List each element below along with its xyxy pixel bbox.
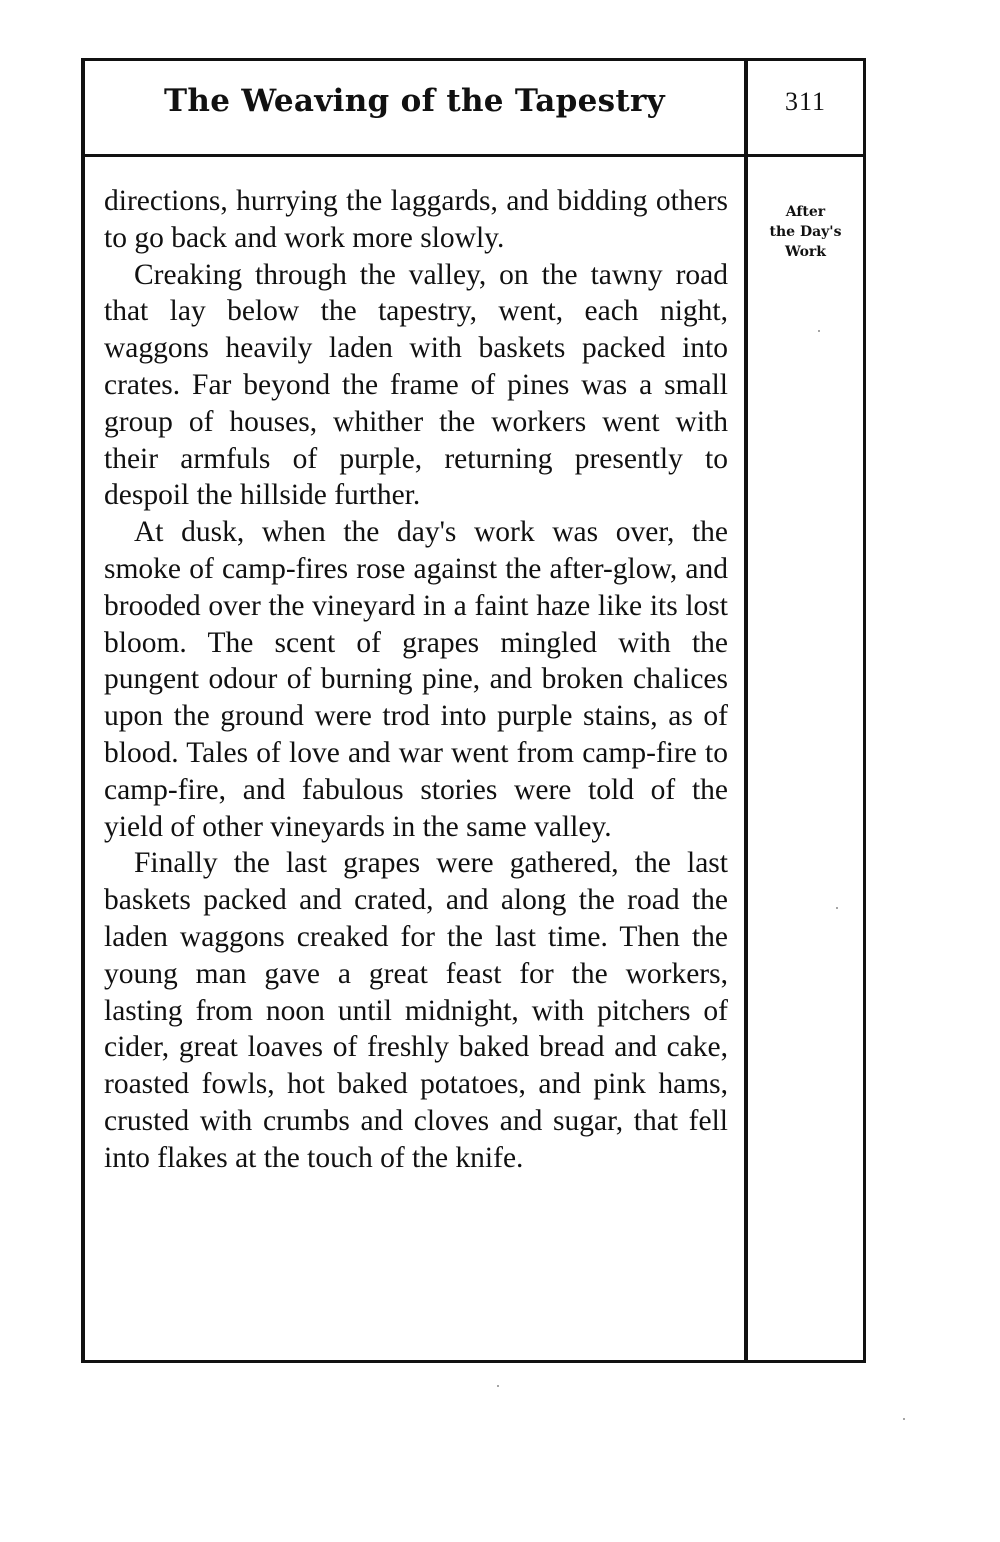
paragraph: Finally the last grapes were gathered, the last baskets packed and crated, and along the road the laden waggons creaked for the last time. Then the young man gave a great feast for the workers, lasting from noon until midnight, with pitchers of cider, great loaves of freshly baked bread and cake, roasted fowls, hot baked potatoes, and pink hams, crusted with crumbs and cloves and sugar, that fell into flakes at the touch of the knife. (104, 847, 728, 1174)
page-number: 311 (784, 87, 827, 116)
scan-speck (903, 1418, 905, 1420)
sidenote-line: the Day's (769, 224, 842, 240)
scan-speck (497, 1385, 499, 1387)
page-frame (81, 58, 866, 1363)
margin-sidenote (748, 202, 863, 262)
paragraph: At dusk, when the day's work was over, the smoke of camp-fires rose against the after-glow, and brooded over the vineyard in a faint haze like its lost bloom. The scent of grapes mingled with the pungent odour of burning pine, and broken chalices upon the ground were trod into purple stains, as of blood. Tales of love and war went from camp-fire to camp-fire, and fabulous stories were told of the yield of other vineyards in the same valley. (104, 516, 728, 843)
sidenote-line: After (785, 204, 826, 220)
scan-speck (836, 907, 838, 909)
paragraph-continued: directions, hurrying the laggards, and bidding others to go back and work more slowly. (104, 185, 728, 254)
running-title: The Weaving of the Tapestry (164, 83, 665, 119)
body-text (104, 183, 728, 1177)
scan-speck (818, 330, 820, 332)
paragraph: Creaking through the valley, on the tawny road that lay below the tapestry, went, each night, waggons heavily laden with baskets packed into crates. Far beyond the frame of pines was a small group of houses, whither the workers went with their armfuls of purple, returning presently to despoil the hillside further. (104, 258, 728, 512)
sidenote-line: Work (785, 244, 826, 260)
